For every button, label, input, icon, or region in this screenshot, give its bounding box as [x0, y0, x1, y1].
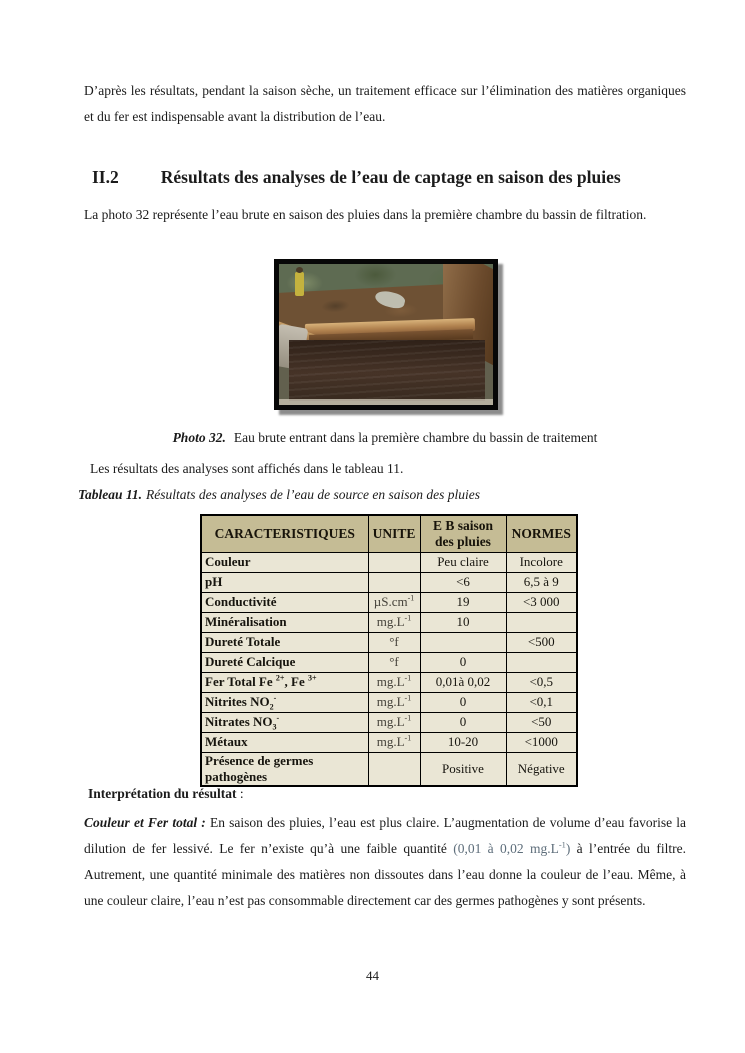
row-norm: 6,5 à 9 — [506, 572, 577, 592]
table-caption-text: Résultats des analyses de l’eau de source en saison des pluies — [146, 487, 480, 502]
row-value: 19 — [420, 592, 506, 612]
photo-caption-label: Photo 32. — [172, 430, 226, 445]
row-norm: Négative — [506, 752, 577, 786]
row-value: <6 — [420, 572, 506, 592]
table-row — [201, 672, 577, 692]
row-label: Nitrites $NO_2^-$ — [201, 692, 368, 712]
interpretation-heading — [88, 786, 686, 802]
row-unit — [368, 752, 420, 786]
section-heading — [92, 167, 692, 188]
row-unit: $mg.L^{-1}$ — [368, 732, 420, 752]
header-normes: NORMES — [506, 515, 577, 552]
row-norm: <3 000 — [506, 592, 577, 612]
row-unit — [368, 572, 420, 592]
row-norm: <50 — [506, 712, 577, 732]
interpretation-heading-colon: : — [236, 786, 244, 801]
table-row — [201, 732, 577, 752]
table-row — [201, 552, 577, 572]
row-label: pH — [201, 572, 368, 592]
header-caracteristiques: CARACTERISTIQUES — [201, 515, 368, 552]
row-value: 10-20 — [420, 732, 506, 752]
row-norm: <500 — [506, 632, 577, 652]
table-row — [201, 652, 577, 672]
row-value: 0 — [420, 692, 506, 712]
results-note: Les résultats des analyses sont affichés dans le tableau 11. — [90, 461, 404, 476]
row-norm — [506, 612, 577, 632]
results-table — [200, 514, 578, 787]
table-row — [201, 592, 577, 612]
table-row — [201, 572, 577, 592]
header-unite: UNITE — [368, 515, 420, 552]
photo-person-figure — [295, 272, 304, 296]
row-unit — [368, 552, 420, 572]
row-norm: Incolore — [506, 552, 577, 572]
row-value: 0,01à 0,02 — [420, 672, 506, 692]
row-label: Couleur — [201, 552, 368, 572]
row-value: Peu claire — [420, 552, 506, 572]
interpretation-heading-bold: Interprétation du résultat — [88, 786, 237, 801]
row-label: Fer Total Fe $^{2+}$, Fe $^{3+}$ — [201, 672, 368, 692]
row-label: Nitrates $NO_3^-$ — [201, 712, 368, 732]
row-unit: $mg.L^{-1}$ — [368, 712, 420, 732]
table-row — [201, 752, 577, 786]
row-value: Positive — [420, 752, 506, 786]
photo-caption-text: Eau brute entrant dans la première chambre du bassin de traitement — [233, 430, 598, 445]
row-unit: $mg.L^{-1}$ — [368, 672, 420, 692]
row-norm: <0,5 — [506, 672, 577, 692]
photo-caption — [84, 430, 686, 446]
row-norm: <1000 — [506, 732, 577, 752]
table-row — [201, 612, 577, 632]
row-label: Conductivité — [201, 592, 368, 612]
row-unit: $\mu S.cm^{-1}$ — [368, 592, 420, 612]
row-norm — [506, 652, 577, 672]
table-row — [201, 712, 577, 732]
photo-eau-brute — [274, 259, 498, 410]
row-unit: $mg.L^{-1}$ — [368, 692, 420, 712]
row-unit: $mg.L^{-1}$ — [368, 612, 420, 632]
row-label: Minéralisation — [201, 612, 368, 632]
section-title: Résultats des analyses de l’eau de captage en saison des pluies — [160, 167, 621, 187]
row-unit: °f — [368, 632, 420, 652]
table-caption — [78, 487, 686, 503]
row-label: Dureté Calcique — [201, 652, 368, 672]
intro-paragraph: D’après les résultats, pendant la saison sèche, un traitement efficace sur l’élimination des matières organiques et du fer est indispensable avant la distribution de l’eau. — [84, 83, 686, 124]
row-label: Présence de germes pathogènes — [201, 752, 368, 786]
row-value: 10 — [420, 612, 506, 632]
table-row — [201, 692, 577, 712]
photo-intro-paragraph: La photo 32 représente l’eau brute en saison des pluies dans la première chambre du bassin de filtration. — [84, 207, 647, 222]
photo-person-head — [296, 267, 303, 273]
table-header-row — [201, 515, 577, 552]
photo-water-surface — [289, 340, 485, 401]
table-caption-label: Tableau 11. — [78, 487, 143, 502]
header-eb-saison: E B saison des pluies — [420, 515, 506, 552]
photo-basin-base — [279, 399, 493, 405]
page-number: 44 — [366, 968, 379, 983]
table-row — [201, 632, 577, 652]
row-value: 0 — [420, 652, 506, 672]
row-label: Métaux — [201, 732, 368, 752]
row-unit: °f — [368, 652, 420, 672]
row-value — [420, 632, 506, 652]
section-number: II.2 — [92, 167, 119, 187]
row-label: Dureté Totale — [201, 632, 368, 652]
row-value: 0 — [420, 712, 506, 732]
interpretation-paragraph: Couleur et Fer total : En saison des pluies, l’eau est plus claire. L’augmentation de volume d’eau favorise la dilution de fer lessivé. Le fer n’existe qu’à une faible quantité (0,01 à 0,02 $mg.L^{-1}$) à l’entrée du filtre. Autrement, une quantité minimale des matières non dissoutes dans l’eau donne la couleur de l’eau. Même, à une couleur claire, l’eau n’est pas consommable directement car des germes pathogènes y sont présents. — [84, 815, 686, 908]
row-norm: <0,1 — [506, 692, 577, 712]
